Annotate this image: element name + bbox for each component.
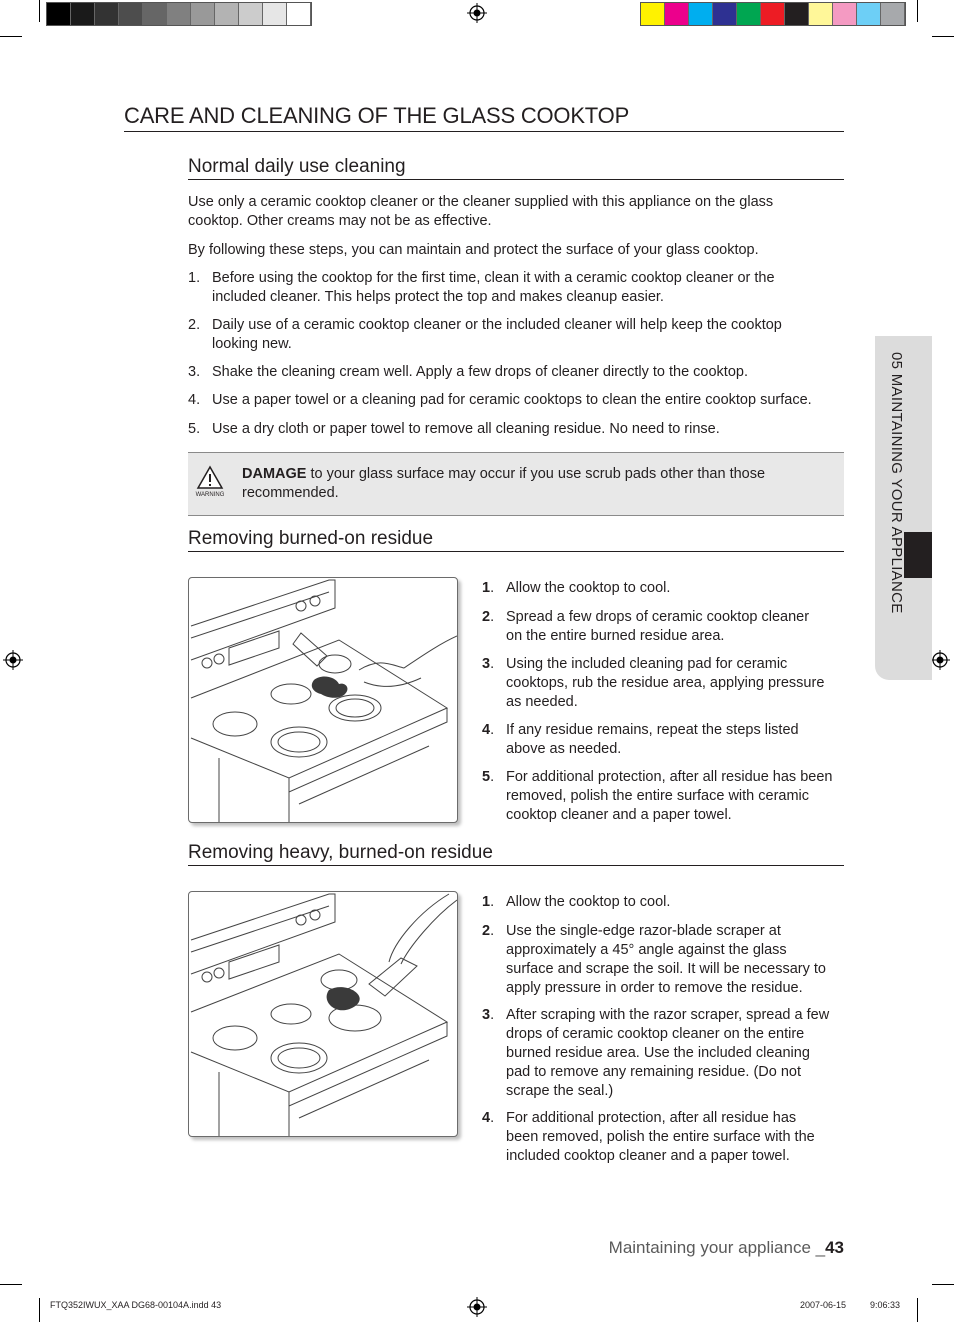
step-number: 1.: [188, 270, 201, 286]
step-number: 5.: [188, 421, 201, 437]
step-text: If any residue remains, repeat the steps listed above as needed.: [506, 722, 799, 757]
step-number: 2.: [188, 317, 201, 333]
color-swatch: [665, 3, 689, 25]
step-text: Use the single-edge razor-blade scraper at approximately a 45° angle against the glass surface and scrape the soil. It will be necessary to apply pressure in order to remove the residue.: [506, 923, 826, 996]
color-swatch: [857, 3, 881, 25]
step-number: 5.: [482, 769, 495, 785]
step-text: Allow the cooktop to cool.: [506, 894, 671, 910]
step-number: 3.: [482, 656, 495, 672]
footer-section: Maintaining your appliance _: [608, 1238, 826, 1257]
color-swatch: [191, 3, 215, 25]
color-swatch: [761, 3, 785, 25]
step-text: For additional protection, after all residue has been removed, polish the entire surface with the included cooktop cleaner and a paper towel.: [506, 1110, 815, 1164]
crop-mark: [0, 36, 22, 37]
color-swatch: [239, 3, 263, 25]
slug-date: 2007-06-15: [800, 1300, 847, 1310]
page-footer: [580, 1238, 844, 1258]
process-color-bar: [640, 2, 906, 26]
warning-text: DAMAGE to your glass surface may occur if you use scrub pads other than those recommended.: [242, 466, 766, 501]
slug-time: 9:06:33: [870, 1300, 901, 1310]
section-heading-heavy: Removing heavy, burned-on residue: [188, 842, 844, 866]
warning-callout: [188, 452, 844, 516]
color-swatch: [215, 3, 239, 25]
color-swatch: [47, 3, 71, 25]
crop-mark: [0, 1284, 22, 1285]
color-swatch: [833, 3, 857, 25]
step-text: For additional protection, after all residue has been removed, polish the entire surface with ceramic cooktop cleaner and a paper towel.: [506, 769, 833, 823]
step-number: 3.: [188, 364, 201, 380]
crop-mark: [917, 0, 918, 22]
step-text: Use a dry cloth or paper towel to remove all cleaning residue. No need to rinse.: [212, 421, 720, 437]
grayscale-color-bar: [46, 2, 312, 26]
step-text: After scraping with the razor scraper, spread a few drops of ceramic cooktop cleaner on the entire burned residue area. Use the included cleaning pad to remove any remaining residue. (Do not scrape the seal.): [506, 1007, 830, 1099]
color-swatch: [809, 3, 833, 25]
cooktop-illustration-drawing: [189, 578, 457, 822]
step-number: 2.: [482, 609, 495, 625]
page-number: 43: [825, 1238, 844, 1257]
registration-mark-icon: [467, 3, 487, 23]
page-title: CARE AND CLEANING OF THE GLASS COOKTOP: [124, 103, 844, 132]
registration-mark-icon: [467, 1297, 487, 1317]
color-swatch: [263, 3, 287, 25]
step-text: Use a paper towel or a cleaning pad for ceramic cooktops to clean the entire cooktop surface.: [212, 392, 812, 408]
step-number: 4.: [188, 392, 201, 408]
color-swatch: [641, 3, 665, 25]
color-swatch: [95, 3, 119, 25]
color-swatch: [689, 3, 713, 25]
step-number: 2.: [482, 923, 495, 939]
warning-bold: DAMAGE: [242, 466, 307, 482]
step-text: Allow the cooktop to cool.: [506, 580, 671, 596]
intro-line: cooktop. Other creams may not be as effective.: [188, 213, 492, 229]
crop-mark: [39, 1298, 40, 1322]
step-text: Shake the cleaning cream well. Apply a few drops of cleaner directly to the cooktop.: [212, 364, 748, 380]
section-heading-burned: Removing burned-on residue: [188, 528, 844, 552]
color-swatch: [713, 3, 737, 25]
section-heading-normal: Normal daily use cleaning: [188, 156, 844, 180]
step-text: Using the included cleaning pad for ceramic cooktops, rub the residue area, applying pressure as needed.: [506, 656, 825, 710]
color-swatch: [71, 3, 95, 25]
step-number: 1.: [482, 580, 495, 596]
step-number: 4.: [482, 722, 495, 738]
color-swatch: [119, 3, 143, 25]
color-swatch: [143, 3, 167, 25]
chapter-side-tab: [875, 336, 932, 680]
intro-line: Use only a ceramic cooktop cleaner or the cleaner supplied with this appliance on the glass: [188, 194, 774, 210]
warning-triangle-icon: [196, 465, 224, 491]
intro-paragraph-2: By following these steps, you can maintain and protect the surface of your glass cooktop.: [188, 242, 759, 258]
color-swatch: [785, 3, 809, 25]
intro-paragraph: [188, 193, 828, 231]
step-number: 1.: [482, 894, 495, 910]
crop-mark: [39, 0, 40, 22]
scraper-illustration-drawing: [189, 892, 457, 1136]
cooktop-scraping-illustration: [188, 891, 458, 1137]
step-text: Spread a few drops of ceramic cooktop cleaner on the entire burned residue area.: [506, 609, 810, 644]
step-text: Daily use of a ceramic cooktop cleaner or the included cleaner will help keep the cooktop looking new.: [212, 317, 782, 352]
crop-mark: [932, 36, 954, 37]
crop-mark: [917, 1298, 918, 1322]
cooktop-cleaning-illustration: [188, 577, 458, 823]
chapter-tab-marker: [904, 532, 932, 578]
step-number: 4.: [482, 1110, 495, 1126]
color-swatch: [737, 3, 761, 25]
registration-mark-icon: [3, 650, 23, 670]
warning-icon-label: WARNING: [195, 492, 225, 498]
registration-mark-icon: [930, 650, 950, 670]
chapter-label: 05 MAINTAINING YOUR APPLIANCE: [888, 352, 905, 614]
color-swatch: [167, 3, 191, 25]
color-swatch: [881, 3, 905, 25]
slug-file: FTQ352IWUX_XAA DG68-00104A.indd 43: [50, 1300, 222, 1310]
step-text: Before using the cooktop for the first time, clean it with a ceramic cooktop cleaner or the included cleaner. This helps protect the top and makes cleanup easier.: [212, 270, 775, 305]
crop-mark: [932, 1284, 954, 1285]
step-number: 3.: [482, 1007, 495, 1023]
color-swatch: [287, 3, 311, 25]
